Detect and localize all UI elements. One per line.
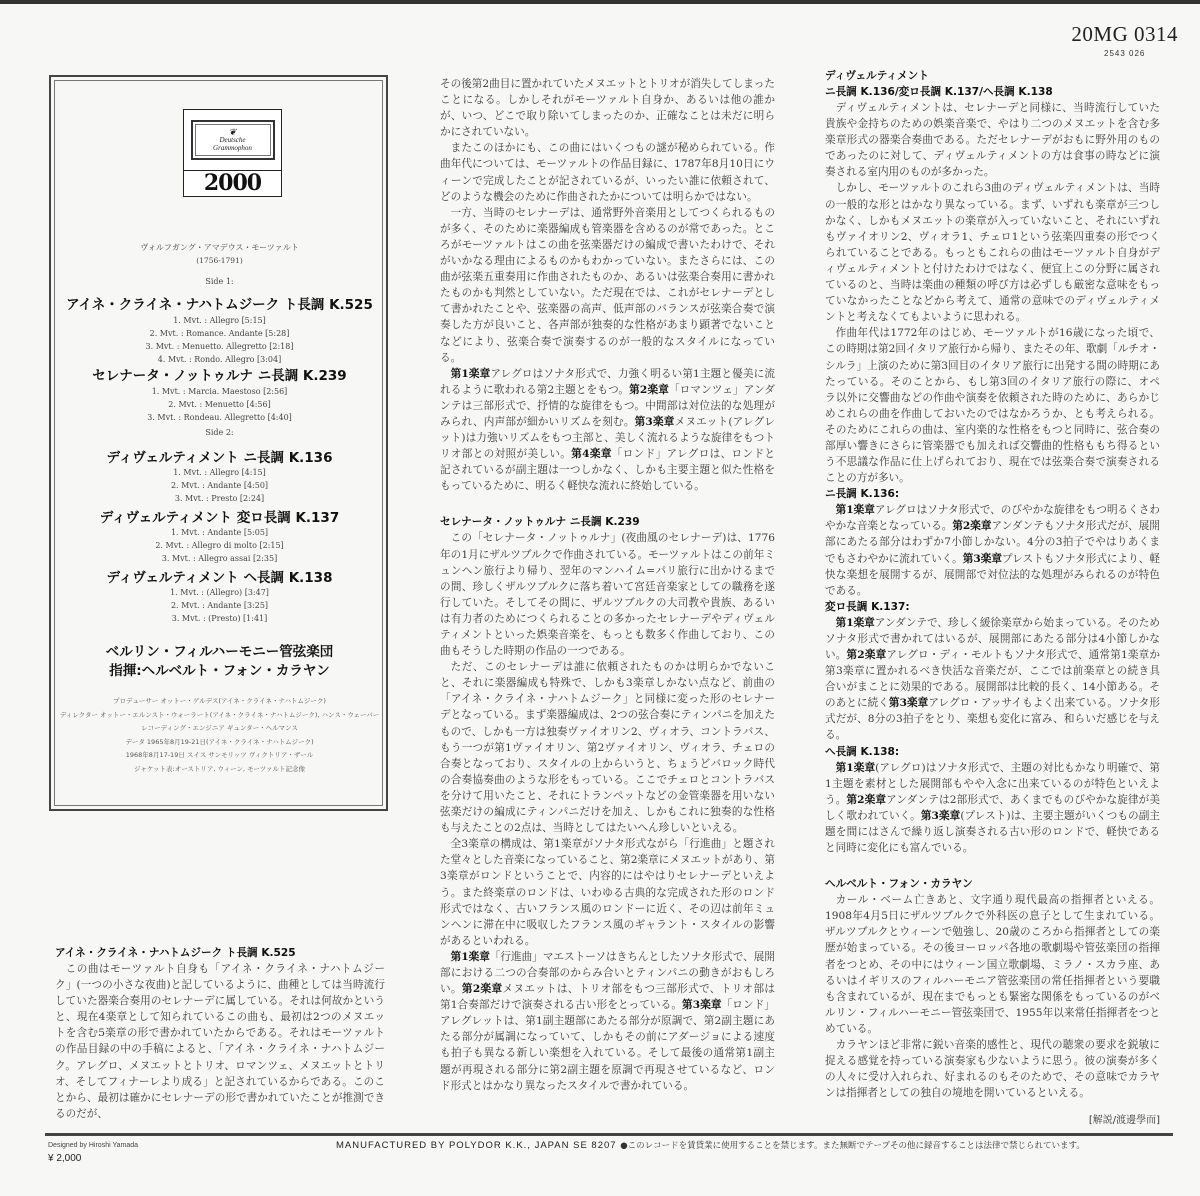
text: 「ロマンツェ」アンダンテは三部形式で、抒情的な旋律をもつ。中間部は対位法的な処理がみられ、内声部が細かいリズムを刻む。 [440, 383, 775, 428]
section-heading-k525: アイネ・クライネ・ナハトムジーク ト長調 K.525 [55, 947, 296, 959]
tulip-crest-icon [191, 120, 275, 160]
footer-rule [45, 1133, 1173, 1136]
movement: 4. Mvt. : Rondo. Allegro [3:04] [157, 355, 282, 364]
text: (アレグロ)はソナタ形式で、主題の対比もかなり明確で、第1主題を素材とした展開部もやや入念に出来ているのが特色といえよう。 [825, 761, 1160, 806]
credit-line: ディレクター オットー・エルンスト・ウォーラート(アイネ・クライネ・ナハトムジーク), ハンス・ウェーバー [59, 710, 380, 719]
text: アンダンテは2部形式で、あくまでものびやかな旋律が美しく歌われていく。 [825, 793, 1160, 822]
manufacturer-text: MANUFACTURED BY POLYDOR K.K., JAPAN SE 8207 [336, 1140, 617, 1151]
text: (プレスト)は、主要主題がいくつもの副主題を間にはさんで繰り返し演奏される古い形のロンドで、軽快であると同時に変化にも富んでいる。 [825, 809, 1160, 855]
credit-line: プロデューサー オットー・ゲルデス(アイネ・クライネ・ナハトムジーク) [113, 697, 326, 705]
movement: 1. Mvt. : Allegro [4:15] [173, 468, 266, 477]
logo-line2: Grammophon [213, 144, 252, 152]
movement-list [52, 314, 387, 366]
movement-label: 第3楽章 [920, 809, 961, 822]
paragraph: しかし、モーツァルトのこれら3曲のディヴェルティメントは、当時の一般的な形とはかなり異なっている。まず、いずれも楽章が三つしかなく、しかもメヌエットの楽章が入っていないこと、それにいずれもヴァイオリン2、ヴィオラ1、チェロ1という弦楽四重奏の形でつくられていることである。もっともこれらの曲はモーツァルト自身がディヴェルティメントと付けたわけではなく、便宜上この分野に属されているのと、当時は楽曲の種類の呼び方は必ずしも厳密な意味をもっていなかったことなどから考えて、通常の意味でのディヴェルティメントと考えなくてもよいように思われる。 [825, 182, 1160, 324]
paragraph: カラヤンほど非常に鋭い音楽的感性と、現代の聴衆の要求を鋭敏に捉える感覚を持っている演奏家も少ないように思う。彼の演奏が多くの人々に受け入れられ、好まれるのもそのためで、その意味でカラヤンは指揮者としての独自の境地を開いているといえる。 [825, 1038, 1160, 1100]
movement: 1. Mvt. : Allegro [5:15] [173, 316, 266, 325]
credit-line: ジャケット表:オーストリア, ウィーン, モーツァルト記念像 [133, 764, 306, 773]
catalog-number: 20MG 0314 [1071, 22, 1178, 46]
text: 「行進曲」マエストーソはきちんとしたソナタ形式で、展開部における二つの合奏部のからみ合いとティンパニの動きがおもしろい。 [440, 950, 775, 996]
text: プレストもソナタ形式により、軽快な楽想を展開するが、展開部で対位法的な処理がみられるのが特色である。 [825, 552, 1160, 597]
movement: 3. Mvt. : Rondeau. Allegretto [4:40] [147, 413, 292, 422]
paragraph-movements [825, 615, 1160, 744]
logo-line1: Deutsche [219, 136, 246, 144]
text: アレグロはソナタ形式で、のびやかな旋律をもつ明るくさわやかな音楽となっている。 [825, 504, 1160, 533]
movement-label: 第2楽章 [846, 649, 887, 661]
paragraph: 全3楽章の構成は、第1楽章がソナタ形式ながら「行進曲」と題された堂々とした音楽になっていること、第2楽章にメヌエットがあり、第3楽章がロンドということで、内容的にはやはりセレナーデといえよう。また終楽章のロンドは、いわゆる古典的な完成された形のロンド形式ではなく、古いフランス風のロンドーに近く、その辺は前年ミュンヘンに滞在中に吸収したフランス風のギャラント・スタイルの影響があるといわれる。 [440, 838, 775, 947]
spacer [825, 856, 1160, 876]
notes-column-1 [55, 945, 385, 1122]
paragraph: ただ、このセレナーデは誰に依頼されたものかは明らかでないこと、それに楽器編成も特殊で、しかも3楽章しかない点など、前曲の「アイネ・クライネ・ナハトムジーク」と同様に変った形のセレナーデとなっている。まず楽器編成は、2つの弦合奏にティンパニを加えたもので、しかも一方は独奏ヴァイオリン2、ヴィオラ、コントラバス、もう一つが第1ヴァイオリン、第2ヴァイオリン、ヴィオラ、チェロの合奏となっており、スタイルの上からいうと、ちょうどバロック時代の合奏協奏曲のような形をもっている。ここでチェロとコントラバスを分けて用いたこと、それにトランペットなどの金管楽器を用いない弦楽だけの編成にティンパニだけを加え、しかもこれに独奏的な性格も与えたことの2点は、当時としてはたいへん珍しいといえる。 [440, 661, 775, 835]
text: アンダンテで、珍しく緩徐楽章から始まっている。そのためソナタ形式で書かれてはいるが、展開部にあたる部分は4小節しかない。 [825, 616, 1161, 661]
section-heading-karajan: ヘルベルト・フォン・カラヤン [825, 878, 973, 891]
notes-column-2 [440, 76, 775, 1094]
movement: 1. Mvt. : Andante [5:05] [170, 528, 269, 537]
movement: 2. Mvt. : Menuetto [4:56] [168, 400, 271, 409]
dg-crest [184, 110, 281, 171]
spacer [440, 494, 775, 514]
copyright-notice: ●このレコードを賃貸業に使用することを禁じます。また無断でテープその他に録音することは法律で禁じられています。 [620, 1141, 1085, 1151]
side2-label: Side 2: [205, 428, 234, 437]
text: アレグロ・アッサイもよく出来ている。ソナタ形式だが、8分の3拍子をとり、楽想も変化に富み、和らいだ感じを与える。 [825, 697, 1160, 742]
production-credits [52, 695, 387, 776]
movement-label: 第3楽章 [682, 999, 722, 1012]
notes-column-3 [825, 68, 1160, 1129]
subheading-k136: ニ長調 K.136: [825, 488, 900, 501]
designer-credit: Designed by Hiroshi Yamada [48, 1142, 139, 1149]
work-title: セレナータ・ノットゥルナ ニ長調 K.239 [92, 368, 347, 384]
text: 「ロンド」アレグレットは、第1副主題部にあたる部分が原調で、第2副主題にあたる部分が属調になっていて、しかもその前にアダージョによる速度も拍子も異なる新しい楽想を入れている。そして最後の通常第1副主題が再現される部分に第2副主題を原調で再現させているなど、ロンド形式とはかなり異なったスタイルで書かれている。 [440, 999, 776, 1092]
subheading-k137: 変ロ長調 K.137: [825, 600, 910, 613]
paragraph: またこのほかにも、この曲にはいくつもの謎が秘められている。作曲年代については、モーツァルトの作品目録に、1787年8月10日にウィーンで完成したことが記されているが、いったい誰に依頼されて、どのような機会のために作曲されたかについては明らかではない。 [440, 142, 775, 203]
top-edge [0, 0, 1200, 4]
subheading-k138: ヘ長調 K.138: [825, 745, 900, 758]
work-title: ディヴェルティメント 変ロ長調 K.137 [99, 510, 340, 526]
text: アレグロはソナタ形式で、力強く明るい第1主題と優美に流れるように歌われる第2主題とをもつ。 [440, 367, 775, 396]
dg-logo [183, 109, 282, 197]
catalog-number-block [1071, 22, 1178, 58]
paragraph: この曲はモーツァルト自身も「アイネ・クライネ・ナハトムジーク」(一つの小さな夜曲)と記しているように、曲種としては当時流行していた器楽合奏用のセレナーデに属している。それは何故かというと、現在4楽章として知られているこの曲も、最初は2つのメヌエットを含む5楽章の形で書かれていたからである。それはモーツァルトの作品目録の中の手稿によると、「アイネ・クライネ・ナハトムジーク。アレグロ、メヌエットとトリオ、ロマンツェ、メヌエットとトリオ、そしてフィナーレより成る」と記されているからである。このことから、最初は確かにセレナーデの形で書かれていたことが推測できるのだが、 [55, 963, 385, 1120]
movement-label: 第1楽章 [450, 367, 491, 380]
paragraph: 作曲年代は1772年のはじめ、モーツァルトが16歳になった頃で、この時期は第2回イタリア旅行から帰り、またその年、歌劇「ルチオ・シルラ」上演のために第3回目のイタリア旅行に出発する間の時期にあたっている。そのことから、もし第3回のイタリア旅行の際に、オペラ以外に交響曲などの作曲や演奏を依頼された時のために、あらかじめこれらの曲を作曲しておいたのではなかろうか、とも考えられる。そのためにこれらの曲は、室内楽的な性格をもつと同時に、弦合奏の部厚い響きにさらに管楽器でも加えれば交響曲的性格ももち得るという不思議な作品に仕上げられており、現在では弦楽合奏で演奏されることの方が多い。 [825, 327, 1160, 485]
movement-list [52, 586, 387, 625]
movement-label: 第3楽章 [634, 415, 675, 428]
credit-line: 1968年8月17-19日 スイス サンモリッツ ヴィクトリア・ザール [125, 751, 314, 759]
catalog-sub-number: 2543 026 [1104, 49, 1146, 58]
movement-label: 第2楽章 [846, 793, 887, 806]
paragraph-movements [825, 760, 1160, 857]
section-subheading-divertimenti: ニ長調 K.136/変ロ長調 K.137/ヘ長調 K.138 [825, 86, 1053, 98]
paragraph-movements [440, 949, 775, 1094]
paragraph: この「セレナータ・ノットゥルナ」(夜曲風のセレナーデ)は、1776年の1月にザルツブルクで作曲されている。モーツァルトはこの前年ミュンヘン旅行より帰り、翌年のマンハイム=パリ旅行に出かけるまでの間、珍しくザルツブルクに落ち着いて宮廷音楽家としての職務を遂行していた。そしてその間に、ザルツブルクの大司教や貴族、あるいは有力者のためにつくられることの多かったセレナーデやディヴェルティメントといった娯楽音楽を、もっとも数多く作曲しており、この曲もそうした時期の作品の一つである。 [440, 532, 775, 658]
text: メヌエットは、トリオ部をもつ三部形式で、トリオ部は第1合奏部だけで演奏される古い形をとっている。 [440, 983, 775, 1012]
composer-dates: (1756-1791) [196, 256, 243, 265]
text: メヌエット(アレグレット)は力強いリズムをもつ主部と、美しく流れるような旋律をもつトリオ部との対照が美しい。 [440, 415, 775, 461]
paragraph: その後第2曲目に置かれていたメヌエットとトリオが消失してしまったことになる。しかしそれがモーツァルト自身か、あるいは他の誰かが、いつ、どこで取り除いてしまったのか、正確なことは未だに明らかにされていない。 [440, 78, 775, 139]
movement-label: 第2楽章 [629, 383, 669, 396]
movement: 1. Mvt. : Marcia. Maestoso [2:56] [151, 387, 288, 396]
movement-list [52, 526, 387, 565]
section-heading-k239: セレナータ・ノットゥルナ ニ長調 K.239 [440, 516, 640, 529]
movement: 3. Mvt. : (Presto) [1:41] [171, 614, 268, 623]
text: 「ロンド」アレグロは、ロンドと記されているが副主題は一つしかなく、しかも主要主題と似た性格をもっているために、明るく軽快な流れに終始している。 [440, 448, 775, 493]
composer-name: ヴォルフガング・アマデウス・モーツァルト [140, 243, 299, 252]
work-title: アイネ・クライネ・ナハトムジーク ト長調 K.525 [66, 297, 373, 313]
paragraph: 一方、当時のセレナーデは、通常野外音楽用としてつくられるものが多く、そのために楽器編成も管楽器を含めるのが常であった。ところがモーツァルトはこの曲を弦楽器だけの編成で書いたわけで、それがいかなる理由によるものかもわかっていない。またさらには、この曲が弦楽五重奏用に作曲されたものか、あるいは弦楽合奏用に書かれたものかも判然としていない。ただ現在では、これがセレナーデとして書かれたことや、弦楽器の高声、低声部のバランスが弦楽合奏で演奏した方が良いこと、各声部が独奏的な性格があまり顕著でないことなどにより、弦楽合奏で演奏するのが一般的なスタイルになっている。 [440, 206, 775, 364]
movement-label: 第3楽章 [888, 697, 929, 710]
work-title: ディヴェルティメント ヘ長調 K.138 [106, 570, 333, 586]
credit-line: レコーディング・エンジニア ギュンター・ヘルマンス [141, 724, 298, 732]
paragraph: ディヴェルティメントは、セレナーデと同様に、当時流行していた貴族や金持ちのための娯楽音楽で、やはり二つのメヌエットを含む多楽章形式の器楽合奏曲である。ただセレナーデがおもに野外用のものであったのに対して、ディヴェルティメントの方は食事の時などに演奏される室内用のものが多かった。 [825, 102, 1160, 179]
movement-label: 第1楽章 [450, 950, 490, 963]
orchestra-name: ベルリン・フィルハーモニー管弦楽団 [105, 644, 334, 660]
text: アレグロ・ディ・モルトもソナタ形式で、通常第1楽章か第3楽章に置かれるべき快活な音楽だが、ここでは前楽章との続き具合いがまことに効果的である。展開部は比較的長く、14小節ある。そのあとに続く [825, 649, 1161, 710]
section-heading-divertimenti: ディヴェルティメント [825, 70, 929, 82]
credit-line: データ 1965年8月19-21日(アイネ・クライネ・ナハトムジーク) [125, 737, 314, 746]
conductor-name: 指揮:ヘルベルト・フォン・カラヤン [109, 663, 330, 679]
movement: 3. Mvt. : Presto [2:24] [174, 494, 265, 503]
movement-label: 第2楽章 [461, 983, 503, 996]
paragraph-movements [440, 366, 775, 495]
work-title: ディヴェルティメント ニ長調 K.136 [106, 450, 333, 466]
movement-list [52, 466, 387, 505]
series-number: 2000 [203, 170, 262, 196]
movement: 2. Mvt. : Romance. Andante [5:28] [149, 329, 290, 338]
paragraph: カール・ベーム亡きあと、文字通り現代最高の指揮者といえる。1908年4月5日にザルツブルクで外科医の息子として生まれている。ザルツブルクとウィーンで勉強し、20歳のころから指揮者としての楽歴が始まっている。その後ヨーロッパ各地の歌劇場や管弦楽団の指揮者をつとめ、その中にはウィーン国立歌劇場、ミラノ・スカラ座、あるいはイギリスのフィルハーモニア管弦楽団の常任指揮者という要職も含まれているが、現在までもっとも緊密な関係をもっているのがベルリン・フィルハーモニー管弦楽団で、1955年以来常任指揮者をつとめている。 [825, 894, 1160, 1035]
movement: 2. Mvt. : Andante [4:50] [170, 481, 269, 490]
price: ¥ 2,000 [48, 1153, 82, 1164]
movement: 1. Mvt. : (Allegro) [3:47] [170, 588, 269, 597]
movement-label: 第3楽章 [962, 552, 1003, 565]
movement-label: 第1楽章 [835, 504, 875, 517]
side1-label: Side 1: [205, 277, 234, 286]
performer-block [52, 643, 387, 681]
movement-label: 第4楽章 [571, 448, 612, 461]
movement: 3. Mvt. : Menuetto. Allegretto [2:18] [145, 342, 294, 351]
movement: 2. Mvt. : Andante [3:25] [170, 601, 269, 610]
movement-label: 第2楽章 [952, 520, 992, 533]
text: アンダンテもソナタ形式だが、展開部にあたる部分はわずか7小節しかない。4分の3拍子でやはりあくまでもさわやかに流れていく。 [825, 520, 1160, 565]
tulip-glyph-icon: ❦ [228, 127, 237, 137]
movement-list [52, 385, 387, 424]
manufacturer-line [336, 1139, 1085, 1151]
movement-label: 第1楽章 [835, 616, 875, 629]
notes-author: [解説/渡邊學而] [1088, 1115, 1160, 1127]
paragraph-movements [825, 502, 1160, 599]
movement: 3. Mvt. : Allegro assai [2:35] [161, 554, 278, 563]
movement: 2. Mvt. : Allegro di molto [2:15] [155, 541, 284, 550]
movement-label: 第1楽章 [835, 761, 876, 774]
